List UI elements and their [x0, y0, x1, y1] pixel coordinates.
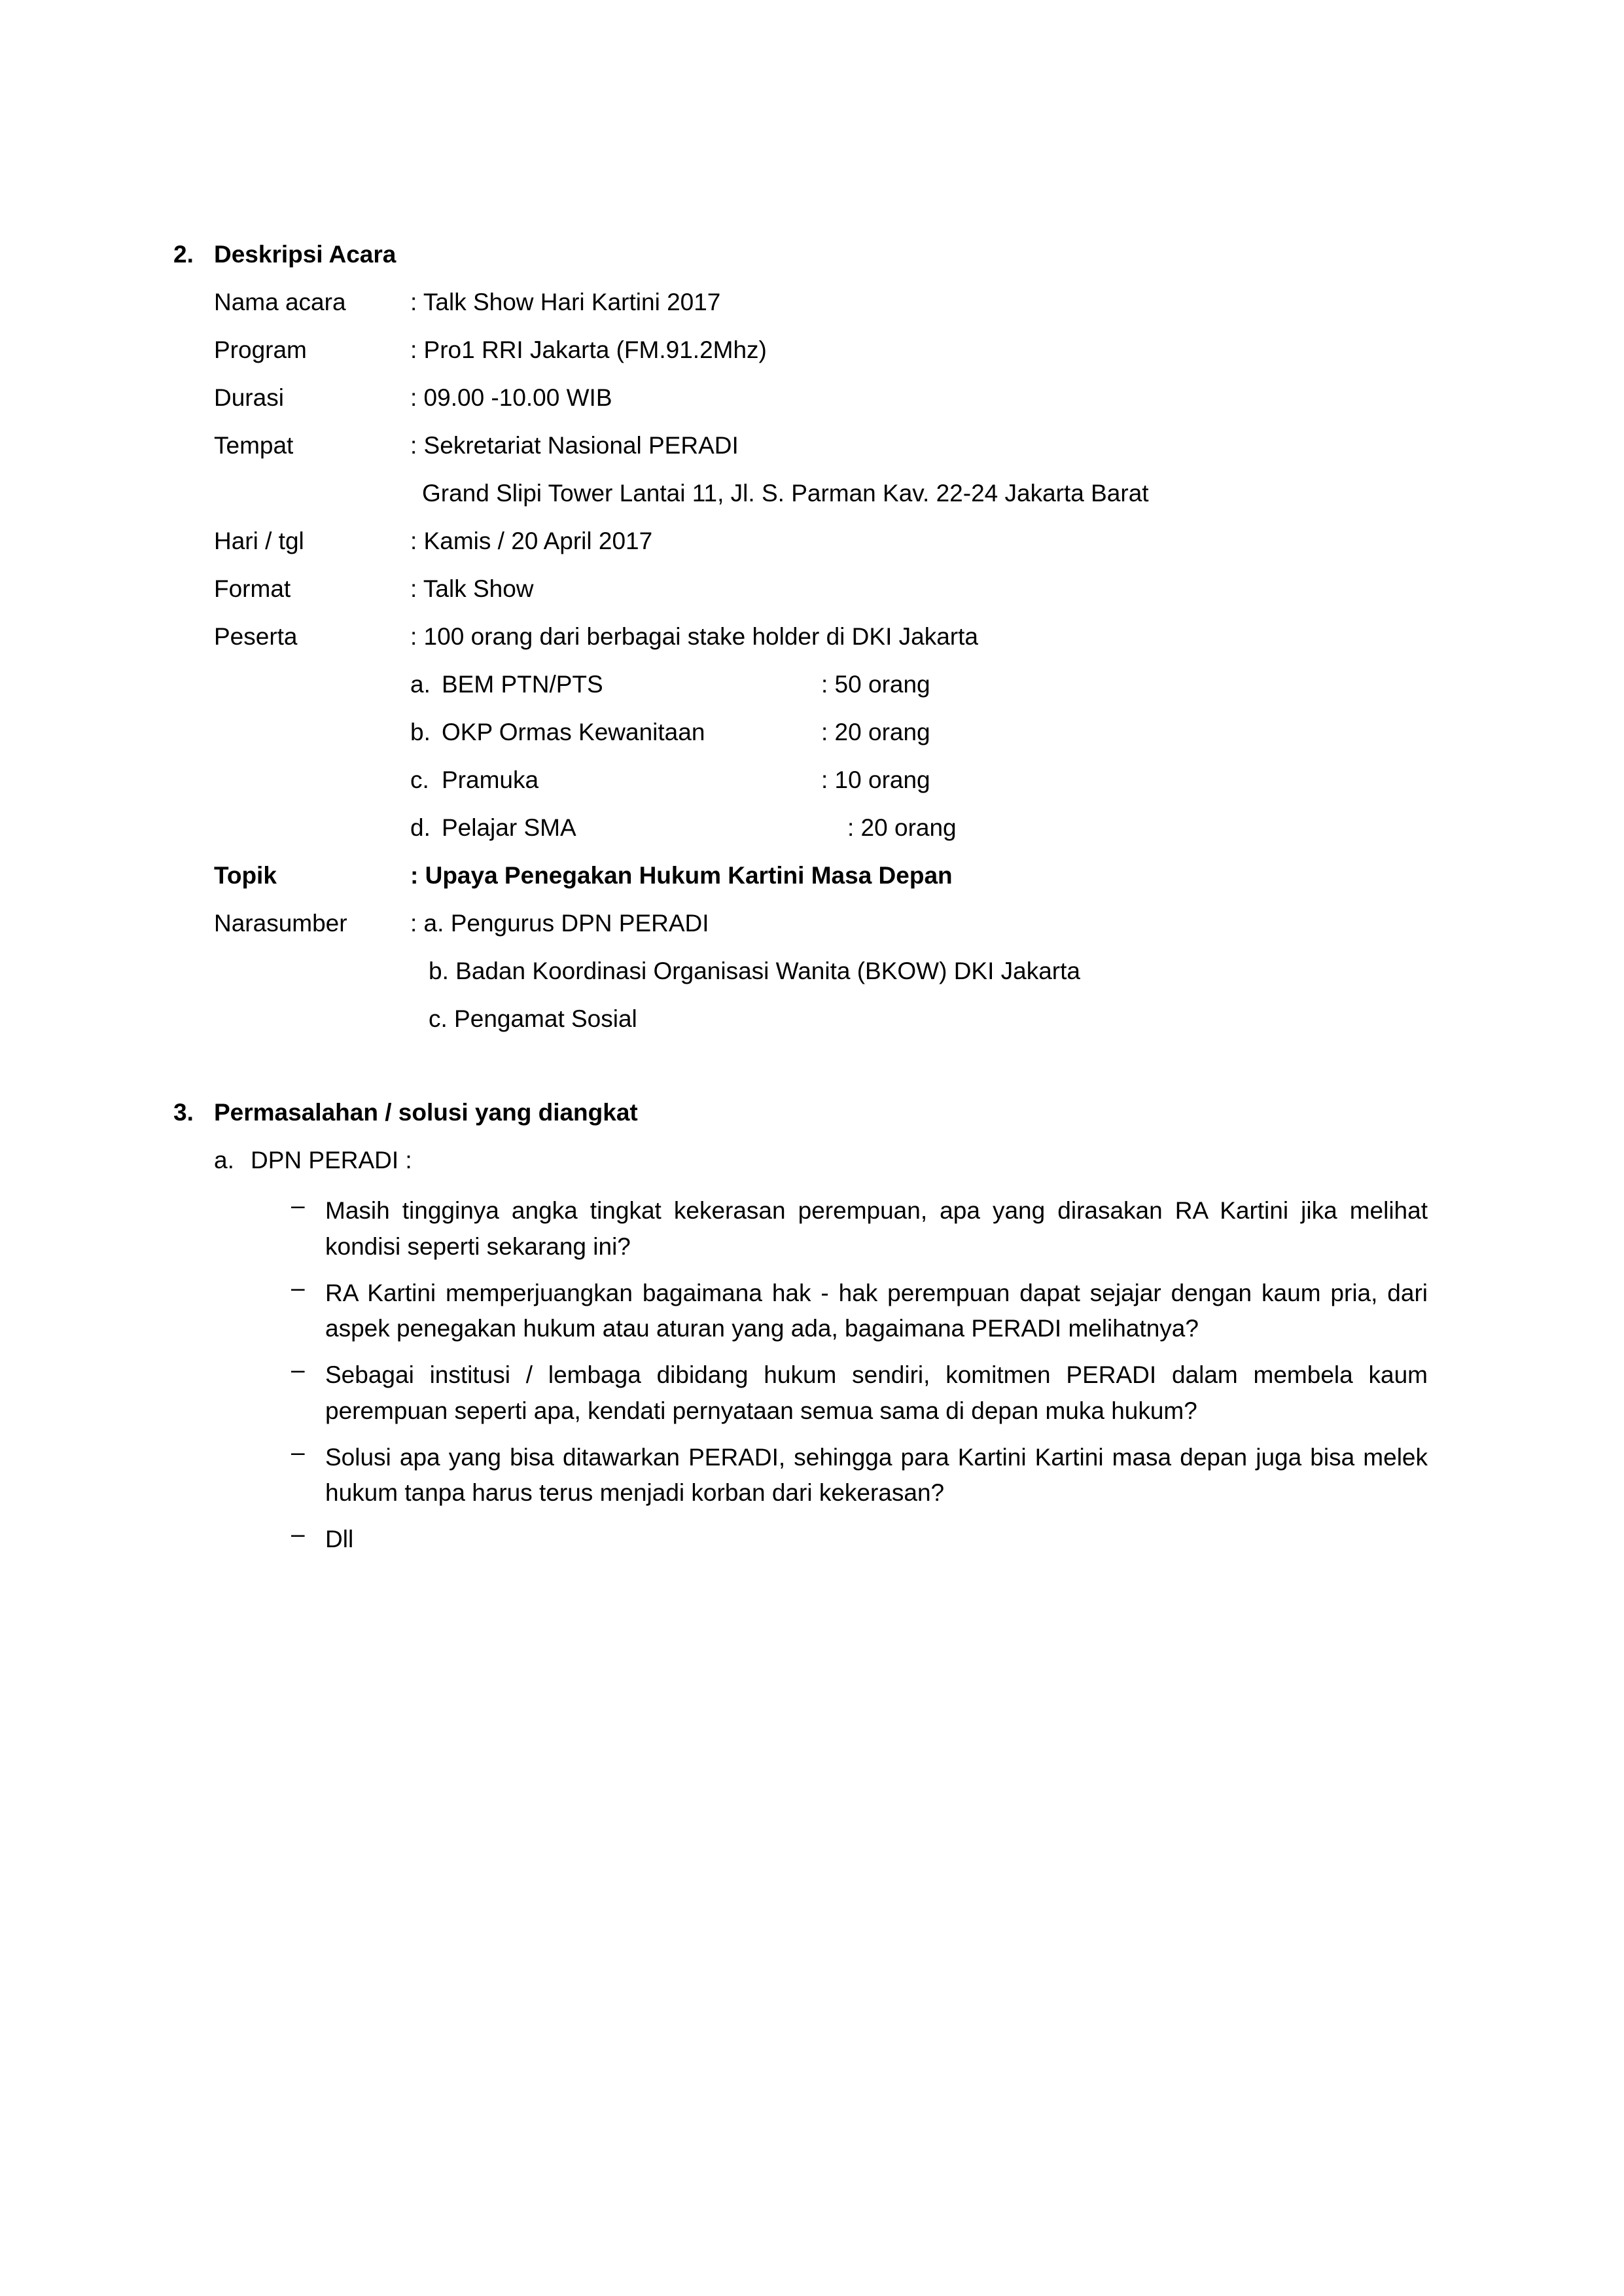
section-2-title: Deskripsi Acara	[214, 241, 397, 268]
list-item-text: Solusi apa yang bisa ditawarkan PERADI, sehingga para Kartini Kartini masa depan juga bisa melek hukum tanpa harus terus menjadi korban dari kekerasan?	[325, 1443, 1428, 1507]
section-spacer	[173, 1054, 1428, 1100]
field-row	[173, 529, 1428, 553]
peserta-item	[173, 816, 1428, 840]
narasumber-item	[173, 1007, 1428, 1031]
section-3-sublabel	[173, 1148, 1428, 1172]
peserta-item	[173, 720, 1428, 744]
field-value: : Talk Show Hari Kartini 2017	[410, 289, 721, 315]
peserta-item-marker: d.	[410, 814, 431, 841]
peserta-item-name: Pelajar SMA	[442, 814, 576, 841]
field-value: : Kamis / 20 April 2017	[410, 528, 653, 554]
list-item-text: Dll	[325, 1526, 354, 1552]
field-label: Hari / tgl	[214, 528, 304, 554]
field-value: : Talk Show	[410, 575, 534, 602]
peserta-item-marker: a.	[410, 671, 431, 698]
field-label: Peserta	[214, 623, 298, 650]
field-label: Program	[214, 336, 307, 363]
narasumber-row	[173, 911, 1428, 935]
narasumber-item-text: c. Pengamat Sosial	[429, 1005, 637, 1032]
topik-value: : Upaya Penegakan Hukum Kartini Masa Depan	[410, 862, 953, 889]
field-label: Tempat	[214, 432, 294, 459]
list-item-text: RA Kartini memperjuangkan bagaimana hak - hak perempuan dapat sejajar dengan kaum pria, dari aspek penegakan hukum atau aturan yang ada, bagaimana PERADI melihatnya?	[325, 1279, 1428, 1342]
narasumber-item-text: b. Badan Koordinasi Organisasi Wanita (BKOW) DKI Jakarta	[429, 958, 1080, 984]
peserta-item-marker: b.	[410, 719, 431, 745]
list-item	[291, 1522, 1428, 1558]
peserta-item-count: : 10 orang	[821, 766, 930, 793]
peserta-item-count: : 50 orang	[821, 671, 930, 698]
field-row	[173, 386, 1428, 410]
document-body	[173, 242, 1428, 1558]
field-label: Durasi	[214, 384, 284, 411]
list-item-text: Sebagai institusi / lembaga dibidang hukum sendiri, komitmen PERADI dalam membela kaum perempuan seperti apa, kendati pernyataan semua sama di depan muka hukum?	[325, 1361, 1428, 1424]
field-value: : Pro1 RRI Jakarta (FM.91.2Mhz)	[410, 336, 767, 363]
section-2-heading	[173, 242, 1428, 266]
field-value: : Sekretariat Nasional PERADI	[410, 432, 739, 459]
section-3-bullet-list	[173, 1193, 1428, 1558]
narasumber-value: : a. Pengurus DPN PERADI	[410, 910, 709, 937]
field-row	[173, 433, 1428, 457]
field-row	[173, 577, 1428, 601]
peserta-item-marker: c.	[410, 766, 429, 793]
dash-bullet-icon: –	[291, 1274, 305, 1301]
list-item	[291, 1193, 1428, 1265]
tempat-continuation-row	[173, 481, 1428, 505]
list-item	[291, 1276, 1428, 1348]
section-3-heading	[173, 1100, 1428, 1124]
dash-bullet-icon: –	[291, 1356, 305, 1383]
dash-bullet-icon: –	[291, 1520, 305, 1547]
field-label: Format	[214, 575, 291, 602]
dash-bullet-icon: –	[291, 1192, 305, 1219]
peserta-item	[173, 672, 1428, 696]
field-value: : 100 orang dari berbagai stake holder di DKI Jakarta	[410, 623, 978, 650]
peserta-item-name: OKP Ormas Kewanitaan	[442, 719, 705, 745]
field-row	[173, 290, 1428, 314]
list-item-text: Masih tingginya angka tingkat kekerasan perempuan, apa yang dirasakan RA Kartini jika melihat kondisi seperti sekarang ini?	[325, 1197, 1428, 1260]
topik-row	[173, 863, 1428, 888]
list-item	[291, 1440, 1428, 1512]
peserta-item-count: : 20 orang	[821, 719, 930, 745]
field-row	[173, 338, 1428, 362]
peserta-item-name: BEM PTN/PTS	[442, 671, 603, 698]
field-row	[173, 624, 1428, 649]
section-3-number: 3.	[173, 1099, 194, 1126]
section-2-number: 2.	[173, 241, 194, 268]
peserta-item-count: : 20 orang	[847, 814, 957, 841]
narasumber-item	[173, 959, 1428, 983]
section-3-sublabel-marker: a.	[214, 1147, 234, 1174]
list-item	[291, 1357, 1428, 1429]
field-value: : 09.00 -10.00 WIB	[410, 384, 612, 411]
peserta-item-name: Pramuka	[442, 766, 539, 793]
topik-label: Topik	[214, 862, 277, 889]
section-3-title: Permasalahan / solusi yang diangkat	[214, 1099, 638, 1126]
narasumber-label: Narasumber	[214, 910, 347, 937]
tempat-continuation-text: Grand Slipi Tower Lantai 11, Jl. S. Parman Kav. 22-24 Jakarta Barat	[422, 480, 1149, 507]
field-label: Nama acara	[214, 289, 346, 315]
dash-bullet-icon: –	[291, 1438, 305, 1465]
peserta-item	[173, 768, 1428, 792]
section-3-sublabel-text: DPN PERADI :	[251, 1147, 412, 1174]
